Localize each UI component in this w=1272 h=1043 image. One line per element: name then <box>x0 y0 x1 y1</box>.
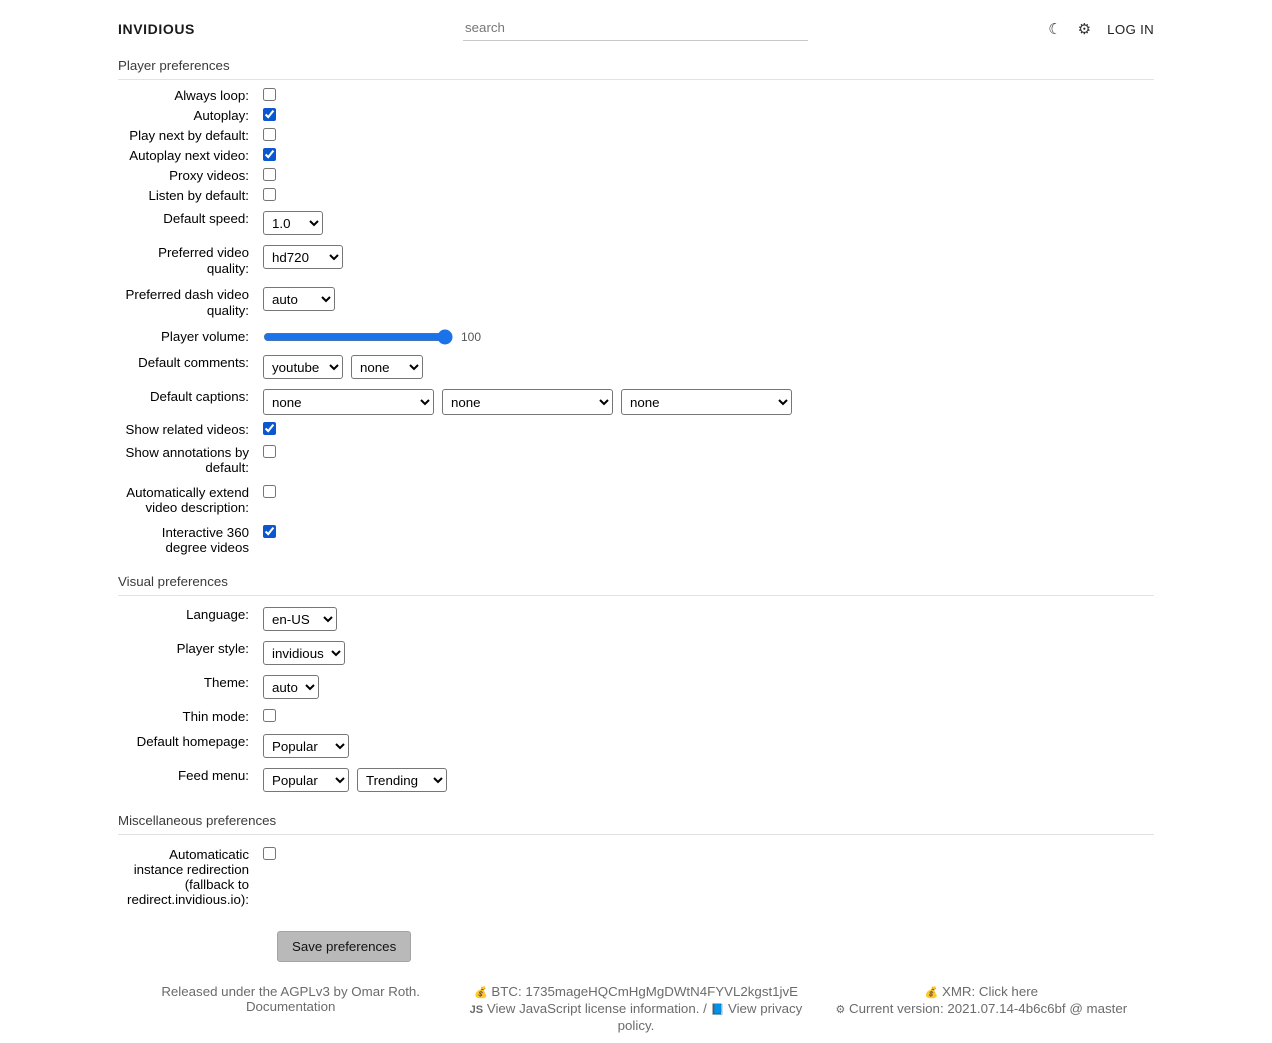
pref-label-show-annotations: Show annotations by default: <box>125 445 249 475</box>
pref-thin-mode <box>118 704 1154 729</box>
footer-version-link[interactable]: Current version: 2021.07.14-4b6c6bf @ master <box>849 1001 1128 1016</box>
default-captions-select-2[interactable] <box>442 389 613 415</box>
pref-show-annotations <box>118 440 1154 480</box>
footer-xmr-link[interactable]: XMR: Click here <box>941 984 1039 999</box>
pref-label-preferred-dash: Preferred dash video quality: <box>125 287 249 318</box>
brand-logo[interactable]: INVIDIOUS <box>118 21 195 37</box>
money-icon: 💰 <box>473 987 488 999</box>
preferences-content <box>0 54 1272 962</box>
login-link[interactable]: LOG IN <box>1107 21 1154 37</box>
default-comments-select-secondary[interactable] <box>351 355 423 379</box>
language-select[interactable] <box>263 607 337 631</box>
footer-privacy-link[interactable]: View privacy policy. <box>617 1001 803 1033</box>
pref-always-loop <box>118 86 1154 106</box>
pref-label-auto-redirect: Automaticatic instance redirection (fallback to redirect.invidious.io): <box>127 847 249 907</box>
pref-label-thin-mode: Thin mode: <box>182 709 249 724</box>
pref-label-listen-default: Listen by default: <box>148 188 249 203</box>
footer-js-license-link[interactable]: View JavaScript license information. <box>486 1001 700 1016</box>
search-box <box>463 17 808 41</box>
pref-label-interactive-360: Interactive 360 degree videos <box>161 525 249 555</box>
search-input[interactable] <box>463 17 808 41</box>
pref-label-default-captions: Default captions: <box>149 389 249 404</box>
pref-auto-redirect <box>118 841 1154 913</box>
pref-default-comments <box>118 350 1154 384</box>
footer-documentation-link[interactable]: Documentation <box>245 999 336 1014</box>
pref-label-autoplay-next: Autoplay next video: <box>129 148 249 163</box>
extend-description-checkbox[interactable] <box>263 485 276 498</box>
pref-default-speed <box>118 206 1154 240</box>
pref-label-theme: Theme: <box>203 675 249 690</box>
default-captions-select-3[interactable] <box>621 389 792 415</box>
navbar-actions <box>1048 22 1154 37</box>
pref-player-volume <box>118 324 1154 350</box>
listen-default-checkbox[interactable] <box>263 188 276 201</box>
gear-icon[interactable]: ⚙ <box>1077 20 1092 38</box>
pref-label-show-related: Show related videos: <box>125 422 249 437</box>
pref-label-proxy-videos: Proxy videos: <box>169 168 249 183</box>
pref-label-language: Language: <box>186 607 249 622</box>
save-preferences-button[interactable]: Save preferences <box>277 931 411 962</box>
footer-center <box>463 984 808 1033</box>
pref-default-homepage <box>118 729 1154 763</box>
preferred-quality-select[interactable] <box>263 245 343 269</box>
navbar <box>0 0 1272 54</box>
pref-label-default-speed: Default speed: <box>163 211 249 226</box>
pref-theme <box>118 670 1154 704</box>
save-preferences-wrap <box>118 913 1154 962</box>
pref-show-related <box>118 420 1154 440</box>
pref-preferred-quality <box>118 240 1154 282</box>
pref-listen-default <box>118 186 1154 206</box>
preferred-dash-select[interactable] <box>263 287 335 311</box>
pref-preferred-dash <box>118 282 1154 324</box>
thin-mode-checkbox[interactable] <box>263 709 276 722</box>
feed-menu-select-2[interactable] <box>357 768 447 792</box>
pref-feed-menu <box>118 763 1154 797</box>
theme-select[interactable] <box>263 675 319 699</box>
interactive-360-checkbox[interactable] <box>263 525 276 538</box>
autoplay-next-checkbox[interactable] <box>263 148 276 161</box>
pref-default-captions <box>118 384 1154 420</box>
footer-right <box>809 984 1154 1033</box>
pref-interactive-360 <box>118 520 1154 560</box>
footer-license-text: Released under the AGPLv3 by Omar Roth. <box>161 984 421 999</box>
pref-player-style <box>118 636 1154 670</box>
js-badge: JS <box>469 1004 484 1016</box>
pref-label-default-homepage: Default homepage: <box>136 734 249 749</box>
pref-extend-description <box>118 480 1154 520</box>
play-next-checkbox[interactable] <box>263 128 276 141</box>
footer-left <box>118 984 463 1033</box>
money-icon-xmr: 💰 <box>924 987 939 999</box>
auto-redirect-checkbox[interactable] <box>263 847 276 860</box>
player-style-select[interactable] <box>263 641 345 665</box>
pref-language <box>118 602 1154 636</box>
pref-label-always-loop: Always loop: <box>174 88 249 103</box>
pref-label-player-volume: Player volume: <box>161 329 249 344</box>
default-speed-select[interactable] <box>263 211 323 235</box>
autoplay-checkbox[interactable] <box>263 108 276 121</box>
player-volume-value: 100 <box>461 330 482 344</box>
footer-separator: / <box>703 1001 707 1016</box>
feed-menu-select-1[interactable] <box>263 768 349 792</box>
pref-autoplay <box>118 106 1154 126</box>
show-annotations-checkbox[interactable] <box>263 445 276 458</box>
pref-label-autoplay: Autoplay: <box>193 108 249 123</box>
pref-label-player-style: Player style: <box>176 641 249 656</box>
player-volume-slider[interactable] <box>263 329 453 345</box>
section-visual-preferences: Visual preferences <box>118 570 1154 596</box>
footer-btc-link[interactable]: BTC: 1735mageHQCmHgMgDWtN4FYVL2kgst1jvE <box>491 984 799 999</box>
pref-label-default-comments: Default comments: <box>138 355 249 370</box>
pref-autoplay-next <box>118 146 1154 166</box>
moon-icon[interactable]: ☾ <box>1048 20 1062 38</box>
always-loop-checkbox[interactable] <box>263 88 276 101</box>
pref-label-extend-description: Automatically extend video description: <box>126 485 249 515</box>
pref-label-feed-menu: Feed menu: <box>178 768 249 783</box>
section-misc-preferences: Miscellaneous preferences <box>118 809 1154 835</box>
pref-label-play-next: Play next by default: <box>129 128 249 143</box>
default-captions-select-1[interactable] <box>263 389 434 415</box>
pref-label-preferred-quality: Preferred video quality: <box>158 245 249 276</box>
show-related-checkbox[interactable] <box>263 422 276 435</box>
pref-proxy-videos <box>118 166 1154 186</box>
proxy-videos-checkbox[interactable] <box>263 168 276 181</box>
section-player-preferences: Player preferences <box>118 54 1154 80</box>
default-comments-select-primary[interactable] <box>263 355 343 379</box>
default-homepage-select[interactable] <box>263 734 349 758</box>
pref-play-next <box>118 126 1154 146</box>
footer <box>0 962 1272 1043</box>
github-icon: ⚙ <box>835 1004 846 1016</box>
book-icon: 📘 <box>710 1004 725 1016</box>
